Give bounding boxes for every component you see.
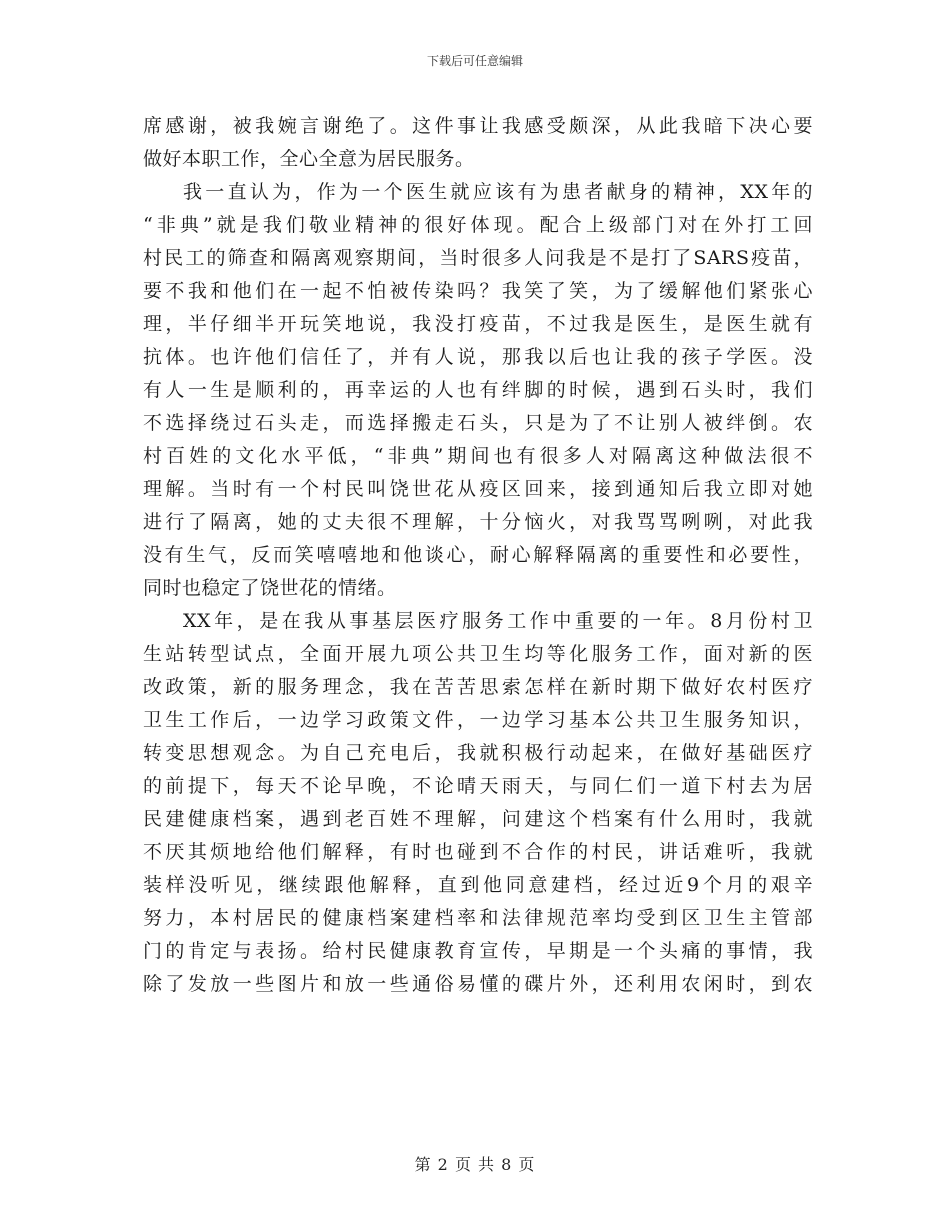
text-line: 要不我和他们在一起不怕被传染吗？我笑了笑，为了缓解他们紧张心 [143,280,813,302]
text-line: 我一直认为，作为一个医生就应该有为患者献身的精神，XX年的 [183,181,813,203]
text-line: 进行了隔离，她的丈夫很不理解，十分恼火，对我骂骂咧咧，对此我 [143,511,813,533]
text-line: 除了发放一些图片和放一些通俗易懂的碟片外，还利用农闲时，到农 [143,973,813,995]
text-line: 努力，本村居民的健康档案建档率和法律规范率均受到区卫生主管部 [143,907,813,929]
text-line: 同时也稳定了饶世花的情绪。 [143,577,397,599]
text-line: 的前提下，每天不论早晚，不论晴天雨天，与同仁们一道下村去为居 [143,775,813,797]
text-line: 转变思想观念。为自己充电后，我就积极行动起来，在做好基础医疗 [143,742,813,764]
text-line: 卫生工作后，一边学习政策文件，一边学习基本公共卫生服务知识， [143,709,813,731]
text-line: 没有生气，反而笑嘻嘻地和他谈心，耐心解释隔离的重要性和必要性， [143,544,813,566]
text-line: 有人一生是顺利的，再幸运的人也有绊脚的时候，遇到石头时，我们 [143,379,813,401]
text-line: 生站转型试点，全面开展九项公共卫生均等化服务工作，面对新的医 [143,643,813,665]
text-line: 抗体。也许他们信任了，并有人说，那我以后也让我的孩子学医。没 [143,346,813,368]
text-line: 席感谢，被我婉言谢绝了。这件事让我感受颇深，从此我暗下决心要 [143,115,813,137]
text-line: 改政策，新的服务理念，我在苦苦思索怎样在新时期下做好农村医疗 [143,676,813,698]
document-body [143,110,813,1001]
page-header: 下载后可任意编辑 [426,54,523,68]
text-line: 村百姓的文化水平低，“非典”期间也有很多人对隔离这种做法很不 [143,445,813,467]
text-line: XX年，是在我从事基层医疗服务工作中重要的一年。8月份村卫 [183,610,813,632]
text-line: 不厌其烦地给他们解释，有时也碰到不合作的村民，讲话难听，我就 [143,841,813,863]
page-footer: 第 2 页 共 8 页 [414,1155,536,1174]
text-line: 村民工的筛查和隔离观察期间，当时很多人问我是不是打了SARS疫苗， [143,247,813,269]
text-line: 理解。当时有一个村民叫饶世花从疫区回来，接到通知后我立即对她 [143,478,813,500]
text-line: “非典”就是我们敬业精神的很好体现。配合上级部门对在外打工回 [143,214,813,236]
text-line: 装样没听见，继续跟他解释，直到他同意建档，经过近9个月的艰辛 [143,874,813,896]
text-line: 不选择绕过石头走，而选择搬走石头，只是为了不让别人被绊倒。农 [143,412,813,434]
text-line: 做好本职工作，全心全意为居民服务。 [143,148,475,170]
text-line: 理，半仔细半开玩笑地说，我没打疫苗，不过我是医生，是医生就有 [143,313,813,335]
text-line: 民建健康档案，遇到老百姓不理解，问建这个档案有什么用时，我就 [143,808,813,830]
text-line: 门的肯定与表扬。给村民健康教育宣传，早期是一个头痛的事情，我 [143,940,813,962]
